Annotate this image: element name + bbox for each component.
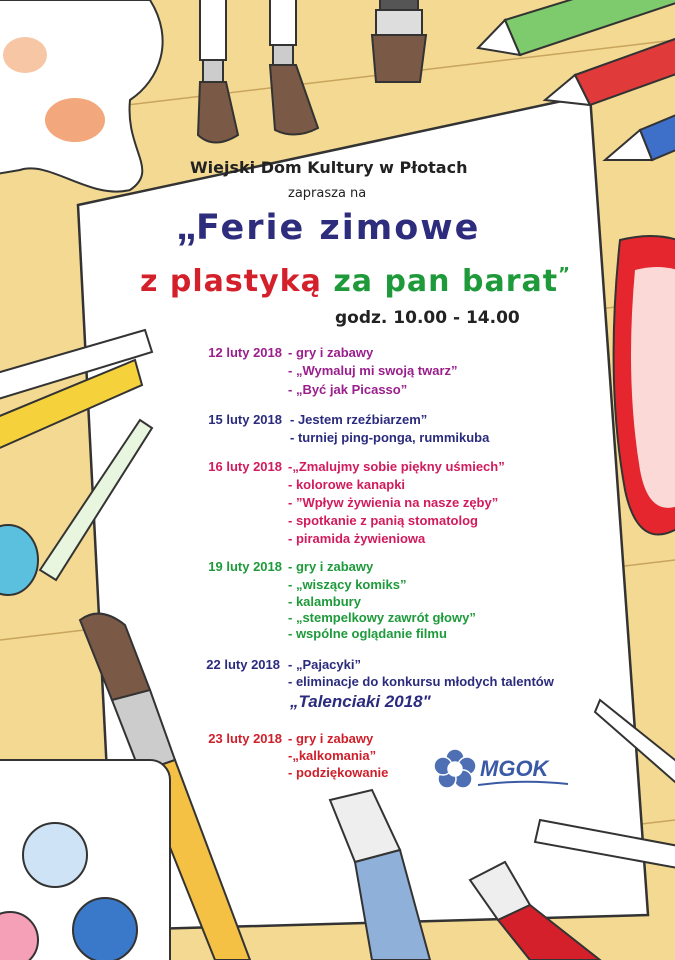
date-12: 12 luty 2018: [208, 345, 282, 360]
event-item: - „Być jak Picasso”: [288, 382, 408, 397]
title-line-1: Ferie zimowe: [196, 208, 481, 248]
paint-blob: [3, 37, 47, 73]
event-item: - kolorowe kanapki: [288, 477, 406, 492]
paint-blob: [45, 98, 105, 142]
date-23: 23 luty 2018: [208, 731, 282, 746]
organizer-name: Wiejski Dom Kultury w Płotach: [190, 158, 468, 177]
talent-contest-name: „Talenciaki 2018": [290, 692, 431, 711]
event-item: - piramida żywieniowa: [288, 531, 426, 546]
hours: godz. 10.00 - 14.00: [335, 308, 520, 328]
event-item: - gry i zabawy: [288, 559, 374, 574]
date-15: 15 luty 2018: [208, 412, 282, 427]
event-item: - turniej ping-ponga, rummikuba: [290, 430, 490, 445]
event-item: - podziękowanie: [288, 765, 389, 780]
event-item: - wspólne oglądanie filmu: [288, 626, 447, 641]
event-item: - „wiszący komiks”: [288, 577, 407, 592]
event-item: - „Wymaluj mi swoją twarz”: [288, 363, 458, 378]
event-item: - gry i zabawy: [288, 345, 374, 360]
event-item: -„Zmalujmy sobie piękny uśmiech”: [288, 459, 505, 474]
watercolor-palette: [0, 760, 170, 960]
paintbrush-top: [372, 0, 426, 82]
event-item: - Jestem rzeźbiarzem”: [290, 412, 428, 427]
title-line-2-red: z plastyką: [140, 264, 334, 299]
title-close-quote: ”: [558, 264, 571, 285]
event-item: - spotkanie z panią stomatolog: [288, 513, 478, 528]
title-line-2-green: za pan barat: [333, 264, 559, 299]
event-item: - gry i zabawy: [288, 731, 374, 746]
mgok-underline: [478, 780, 568, 788]
mgok-logo-text: MGOK: [480, 756, 549, 781]
event-item: - eliminacje do konkursu młodych talentów: [288, 674, 554, 689]
date-16: 16 luty 2018: [208, 459, 282, 474]
title-open-quote: „: [176, 201, 197, 248]
title-line-2: [140, 255, 571, 302]
event-item: - kalambury: [288, 594, 361, 609]
event-item: -„kalkomania”: [288, 748, 377, 763]
event-item: - „Pajacyki”: [288, 657, 361, 672]
date-19: 19 luty 2018: [208, 559, 282, 574]
event-item: - „stempelkowy zawrót głowy”: [288, 610, 476, 625]
date-22: 22 luty 2018: [206, 657, 280, 672]
event-item: - ”Wpływ żywienia na nasze zęby”: [288, 495, 499, 510]
mgok-flower-icon: [432, 748, 478, 788]
invite-text: zaprasza na: [288, 186, 367, 201]
